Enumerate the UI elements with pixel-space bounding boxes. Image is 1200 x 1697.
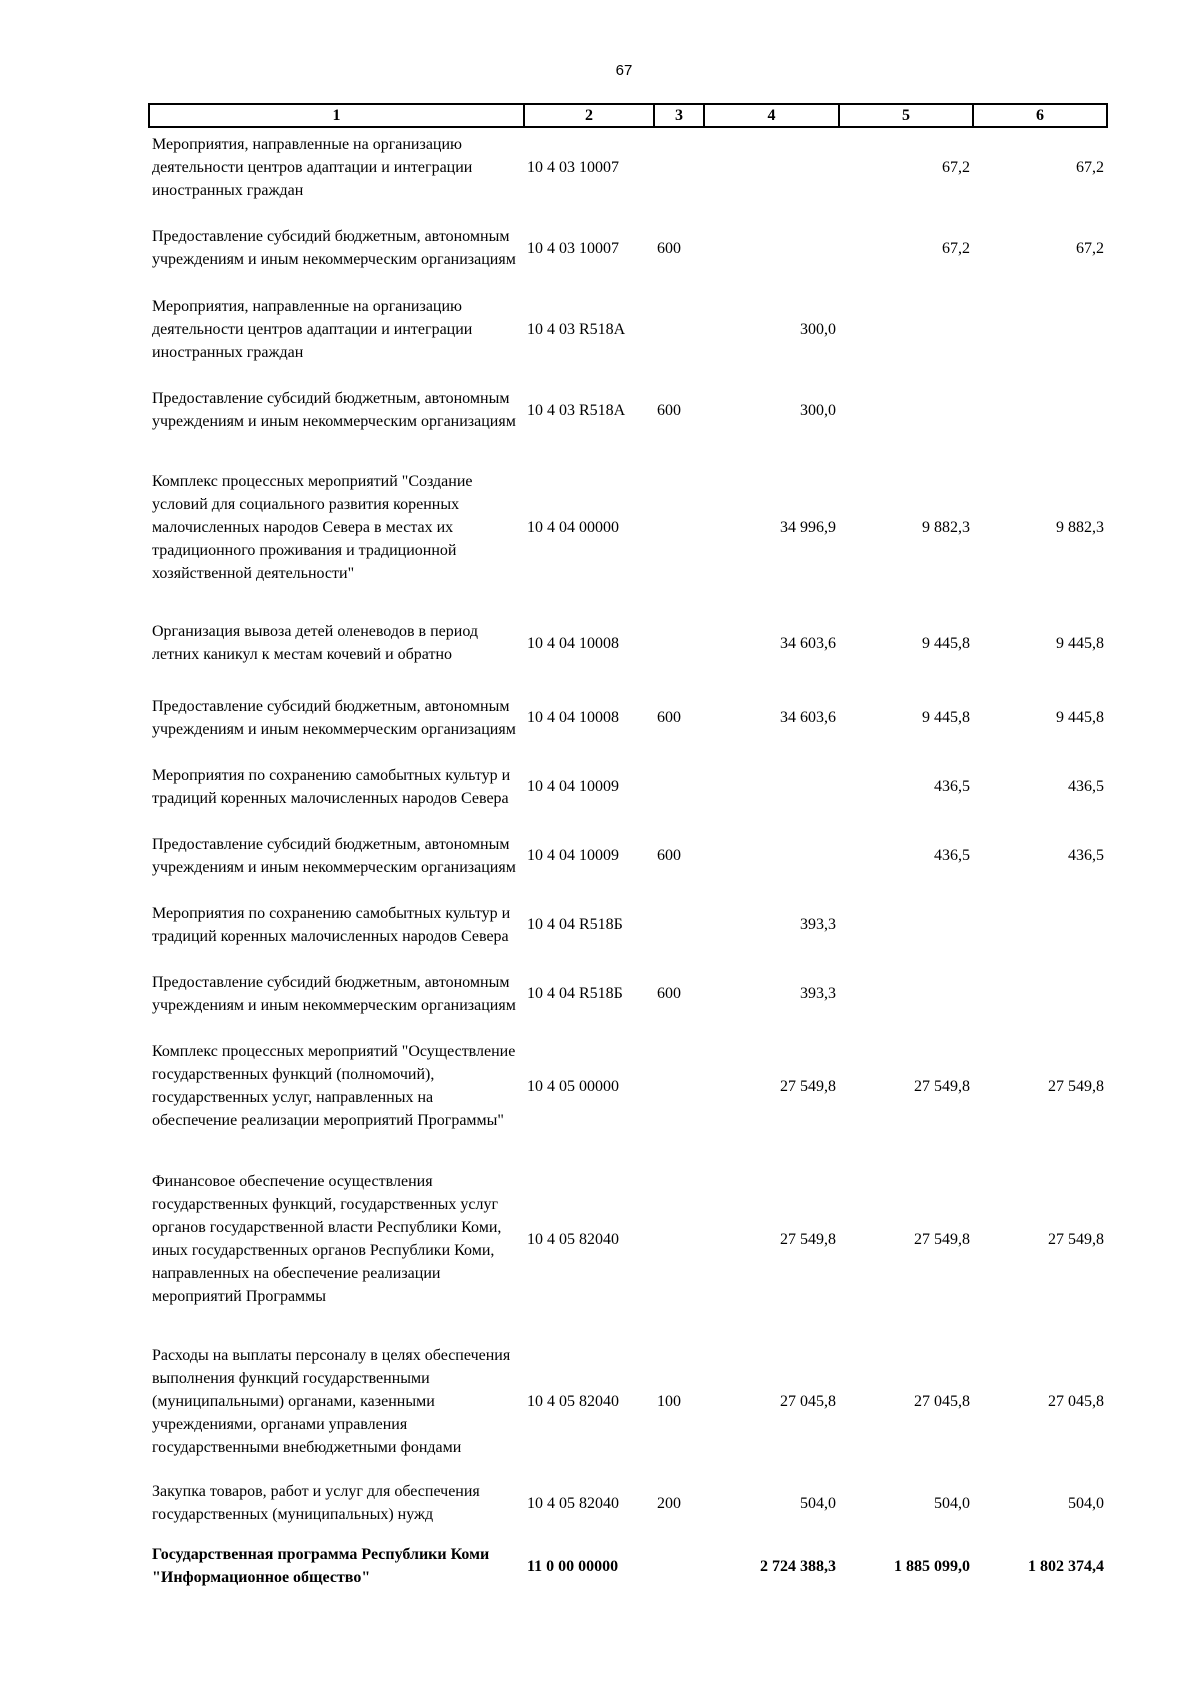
row-value-col6: 9 445,8: [1056, 634, 1104, 652]
row-value-col5: 9 882,3: [922, 518, 970, 536]
row-name: Государственная программа Республики Коми "Информационное общество": [152, 1546, 490, 1586]
row-value-col5: [839, 369, 973, 451]
row-expense-type: 200: [657, 1494, 681, 1512]
table-row: [149, 289, 1107, 369]
row-name: Комплекс процессных мероприятий "Осуществление государственных функций (полномочий), государственных услуг, направленных на обеспечение реализации мероприятий Программы": [152, 1043, 516, 1129]
row-code: 10 4 04 R518Б: [527, 916, 623, 933]
row-name: Предоставление субсидий бюджетным, автономным учреждениям и иным некоммерческим организациям: [152, 390, 516, 430]
row-expense-type: [654, 127, 704, 207]
column-header-4: 4: [704, 104, 839, 127]
row-value-col6: 1 802 374,4: [1028, 1557, 1104, 1575]
page-number: 67: [615, 62, 633, 79]
row-code: 10 4 04 10009: [527, 778, 619, 795]
row-value-col4: 27 549,8: [780, 1230, 836, 1248]
column-header-5: 5: [839, 104, 973, 127]
row-expense-type: [654, 1028, 704, 1144]
row-expense-type: 600: [657, 985, 681, 1002]
row-value-col6: 27 045,8: [1048, 1392, 1104, 1410]
table-row: [149, 1468, 1107, 1538]
row-value-col6: 504,0: [1068, 1494, 1104, 1512]
column-header-3: 3: [654, 104, 704, 127]
row-code: 10 4 04 R518Б: [527, 985, 623, 1002]
table-row: [149, 821, 1107, 890]
row-value-col6: 27 549,8: [1048, 1077, 1104, 1095]
row-expense-type: 600: [657, 709, 681, 726]
row-name: Финансовое обеспечение осуществления государственных функций, государственных услуг органов государственной власти Республики Коми, иных государственных органов Республики Коми, направленных на обеспечение реализации мероприятий Программы: [152, 1173, 502, 1305]
table-row: [149, 1538, 1107, 1594]
row-value-col6: [973, 959, 1107, 1028]
row-value-col6: 436,5: [1068, 778, 1104, 795]
row-value-col5: 436,5: [934, 847, 970, 864]
row-name: Организация вывоза детей оленеводов в период летних каникул к местам кочевий и обратно: [152, 623, 478, 663]
row-name: Мероприятия по сохранению самобытных культур и традиций коренных малочисленных народов Севера: [152, 766, 511, 807]
row-code: 10 4 05 82040: [527, 1494, 619, 1512]
row-value-col6: 67,2: [1076, 159, 1104, 176]
row-name: Мероприятия, направленные на организацию деятельности центров адаптации и интеграции иностранных граждан: [152, 136, 473, 199]
row-code: 10 4 05 82040: [527, 1230, 619, 1248]
row-code: 10 4 04 10008: [527, 709, 619, 726]
row-value-col4: [704, 127, 839, 207]
table-row: [149, 959, 1107, 1028]
row-value-col4: 34 603,6: [780, 709, 836, 726]
table-row: [149, 752, 1107, 821]
row-expense-type: [654, 603, 704, 683]
table-header-row: [149, 104, 1107, 127]
row-code: 10 4 03 10007: [527, 159, 619, 176]
row-code: 10 4 03 R518A: [527, 320, 626, 338]
row-value-col4: 2 724 388,3: [760, 1557, 836, 1575]
table-row: [149, 1144, 1107, 1334]
row-code: 10 4 04 00000: [527, 518, 619, 536]
row-value-col4: [704, 752, 839, 821]
row-name: Мероприятия по сохранению самобытных культур и традиций коренных малочисленных народов Севера: [152, 904, 511, 945]
table-row: [149, 890, 1107, 959]
row-value-col5: 67,2: [942, 159, 970, 176]
row-code: 10 4 04 10009: [527, 847, 619, 864]
row-expense-type: 600: [657, 847, 681, 864]
row-name: Расходы на выплаты персоналу в целях обеспечения выполнения функций государственными (муниципальными) органами, казенными учреждениями, органами управления государственными внебюджетными фондами: [152, 1346, 511, 1456]
row-value-col4: 300,0: [800, 320, 836, 338]
row-value-col5: 27 549,8: [914, 1077, 970, 1095]
row-value-col6: 67,2: [1076, 239, 1104, 257]
row-value-col4: 504,0: [800, 1494, 836, 1512]
row-name: Комплекс процессных мероприятий "Создание условий для социального развития коренных малочисленных народов Севера в местах их традиционного проживания и традиционной хозяйственной деятельности": [152, 472, 473, 582]
row-name: Закупка товаров, работ и услуг для обеспечения государственных (муниципальных) нужд: [152, 1483, 480, 1523]
row-name: Мероприятия, направленные на организацию деятельности центров адаптации и интеграции иностранных граждан: [152, 297, 473, 361]
row-expense-type: [654, 451, 704, 603]
row-value-col4: 27 549,8: [780, 1077, 836, 1095]
row-value-col6: 436,5: [1068, 847, 1104, 864]
row-value-col4: 34 603,6: [780, 634, 836, 652]
row-value-col4: [704, 821, 839, 890]
row-value-col6: 9 445,8: [1056, 709, 1104, 726]
row-expense-type: [654, 1538, 704, 1594]
table-row: [149, 451, 1107, 603]
column-header-6: 6: [973, 104, 1107, 127]
row-expense-type: [654, 289, 704, 369]
row-value-col5: 1 885 099,0: [894, 1557, 970, 1575]
column-header-2: 2: [524, 104, 654, 127]
column-header-1: 1: [149, 104, 524, 127]
row-value-col5: [839, 890, 973, 959]
row-expense-type: 600: [657, 401, 681, 419]
row-value-col6: 27 549,8: [1048, 1230, 1104, 1248]
row-expense-type: [654, 890, 704, 959]
row-value-col4: 34 996,9: [780, 518, 836, 536]
row-value-col4: [704, 207, 839, 289]
row-name: Предоставление субсидий бюджетным, автономным учреждениям и иным некоммерческим организациям: [152, 835, 516, 876]
table-row: [149, 127, 1107, 207]
row-value-col5: [839, 289, 973, 369]
row-value-col5: 9 445,8: [922, 634, 970, 652]
table-row: [149, 683, 1107, 752]
row-value-col5: 67,2: [942, 239, 970, 257]
row-value-col5: 504,0: [934, 1494, 970, 1512]
row-code: 11 0 00 00000: [527, 1557, 619, 1575]
row-value-col6: [973, 289, 1107, 369]
table-row: [149, 603, 1107, 683]
row-value-col4: 393,3: [800, 985, 836, 1002]
row-code: 10 4 03 R518A: [527, 401, 626, 419]
row-value-col4: 27 045,8: [780, 1392, 836, 1410]
row-code: 10 4 04 10008: [527, 634, 619, 652]
row-value-col6: 9 882,3: [1056, 518, 1104, 536]
table-row: [149, 1028, 1107, 1144]
row-code: 10 4 05 00000: [527, 1077, 619, 1095]
row-expense-type: 100: [657, 1392, 681, 1410]
row-value-col5: 9 445,8: [922, 709, 970, 726]
budget-table: [148, 103, 1108, 1594]
row-value-col5: 27 045,8: [914, 1392, 970, 1410]
table-row: [149, 207, 1107, 289]
row-value-col4: 300,0: [800, 401, 836, 419]
row-name: Предоставление субсидий бюджетным, автономным учреждениям и иным некоммерческим организациям: [152, 973, 516, 1014]
row-code: 10 4 03 10007: [527, 239, 619, 257]
table-row: [149, 369, 1107, 451]
row-value-col6: [973, 890, 1107, 959]
row-name: Предоставление субсидий бюджетным, автономным учреждениям и иным некоммерческим организациям: [152, 228, 516, 268]
table-row: [149, 1334, 1107, 1468]
row-value-col4: 393,3: [800, 916, 836, 933]
row-expense-type: 600: [657, 239, 681, 257]
row-code: 10 4 05 82040: [527, 1392, 619, 1410]
row-value-col5: [839, 959, 973, 1028]
row-expense-type: [654, 752, 704, 821]
row-value-col5: 27 549,8: [914, 1230, 970, 1248]
row-value-col6: [973, 369, 1107, 451]
row-name: Предоставление субсидий бюджетным, автономным учреждениям и иным некоммерческим организациям: [152, 697, 516, 738]
row-value-col5: 436,5: [934, 778, 970, 795]
row-expense-type: [654, 1144, 704, 1334]
